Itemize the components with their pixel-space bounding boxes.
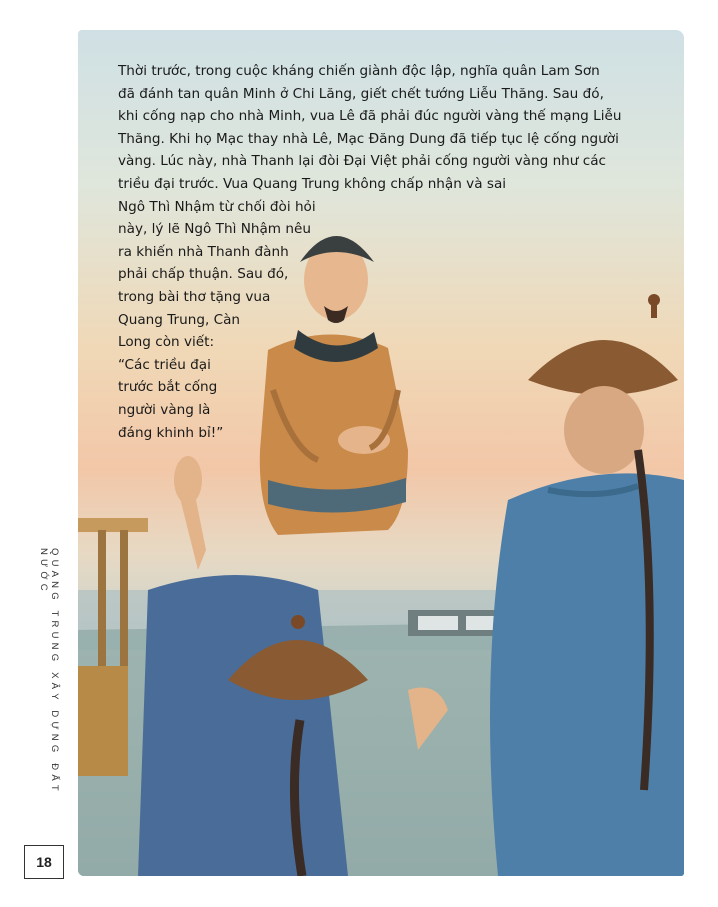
- page-number: 18: [24, 845, 64, 879]
- story-line: Long còn viết:: [118, 334, 215, 351]
- story-line: đáng khinh bỉ!”: [118, 424, 224, 441]
- story-line: phải chấp thuận. Sau đó,: [118, 266, 289, 283]
- story-line: Quang Trung, Càn: [118, 311, 241, 328]
- story-line: vàng. Lúc này, nhà Thanh lại đòi Đại Việt phải cống người vàng như các: [118, 153, 607, 170]
- story-line: đã đánh tan quân Minh ở Chi Lăng, giết chết tướng Liễu Thăng. Sau đó,: [118, 85, 604, 102]
- story-line: người vàng là: [118, 401, 211, 418]
- story-text: [118, 60, 658, 444]
- story-line: “Các triều đại: [118, 356, 211, 373]
- story-line: Ngô Thì Nhậm từ chối đòi hỏi: [118, 198, 316, 215]
- book-title-vertical: QUANG TRUNG XÂY DỰNG ĐẤT NƯỚC: [38, 548, 60, 795]
- story-line: triều đại trước. Vua Quang Trung không chấp nhận và sai: [118, 175, 507, 192]
- story-line: Thăng. Khi họ Mạc thay nhà Lê, Mạc Đăng Dung đã tiếp tục lệ cống người: [118, 130, 619, 147]
- story-line: trong bài thơ tặng vua: [118, 288, 271, 305]
- story-line: ra khiến nhà Thanh đành: [118, 243, 289, 260]
- story-line: trước bắt cống: [118, 379, 218, 396]
- story-line: này, lý lẽ Ngô Thì Nhậm nêu: [118, 221, 311, 238]
- story-line: khi cống nạp cho nhà Minh, vua Lê đã phải đúc người vàng thế mạng Liễu: [118, 108, 622, 125]
- story-line: Thời trước, trong cuộc kháng chiến giành độc lập, nghĩa quân Lam Sơn: [118, 63, 600, 79]
